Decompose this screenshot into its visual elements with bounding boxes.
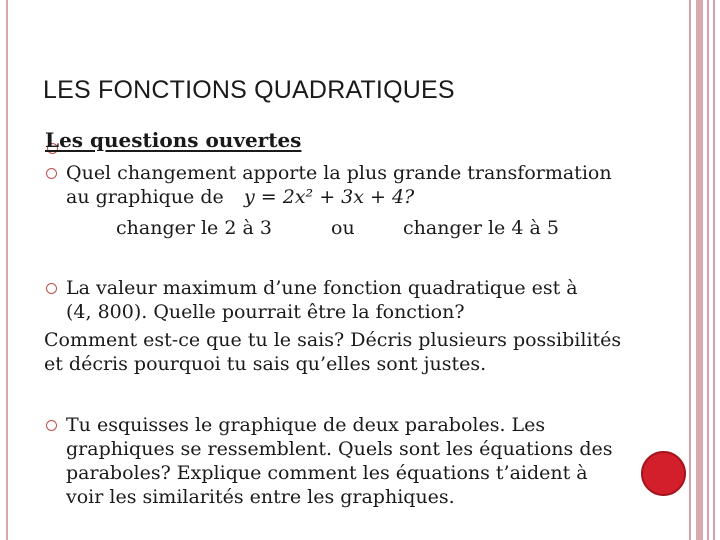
- q3-line2: graphiques se ressemblent. Quels sont les équations des: [66, 438, 613, 460]
- bullet-icon: [46, 283, 57, 294]
- q3-line1: Tu esquisses le graphique de deux paraboles. Les: [66, 414, 546, 436]
- red-circle-marker: [641, 451, 686, 496]
- q2-line4: et décris pourquoi tu sais qu’elles sont justes.: [44, 353, 487, 375]
- q1-or: ou: [331, 217, 355, 239]
- q3-line4: voir les similarités entre les graphiques.: [66, 486, 455, 508]
- slide-title: LES FONCTIONS QUADRATIQUES: [43, 76, 455, 104]
- right-border-band: [696, 0, 703, 540]
- left-border-line: [6, 0, 8, 540]
- q1-line2-prefix: au graphique de: [66, 186, 224, 208]
- bullet-icon: [46, 168, 57, 179]
- q2-line2: (4, 800). Quelle pourrait être la fonction?: [66, 301, 465, 323]
- q1-option-b: changer le 4 à 5: [403, 217, 559, 239]
- right-border-line: [707, 0, 709, 540]
- right-border-line: [689, 0, 691, 540]
- section-heading: Les questions ouvertes: [45, 128, 302, 152]
- q1-option-a: changer le 2 à 3: [116, 217, 272, 239]
- q1-line1: Quel changement apporte la plus grande transformation: [66, 162, 612, 184]
- right-border-line: [713, 0, 715, 540]
- q2-line3: Comment est-ce que tu le sais? Décris plusieurs possibilités: [44, 329, 622, 351]
- q3-line3: paraboles? Explique comment les équations t’aident à: [66, 462, 588, 484]
- q2-line1: La valeur maximum d’une fonction quadratique est à: [66, 277, 578, 299]
- bullet-icon: [46, 420, 57, 431]
- q1-equation: y = 2x² + 3x + 4?: [244, 186, 415, 208]
